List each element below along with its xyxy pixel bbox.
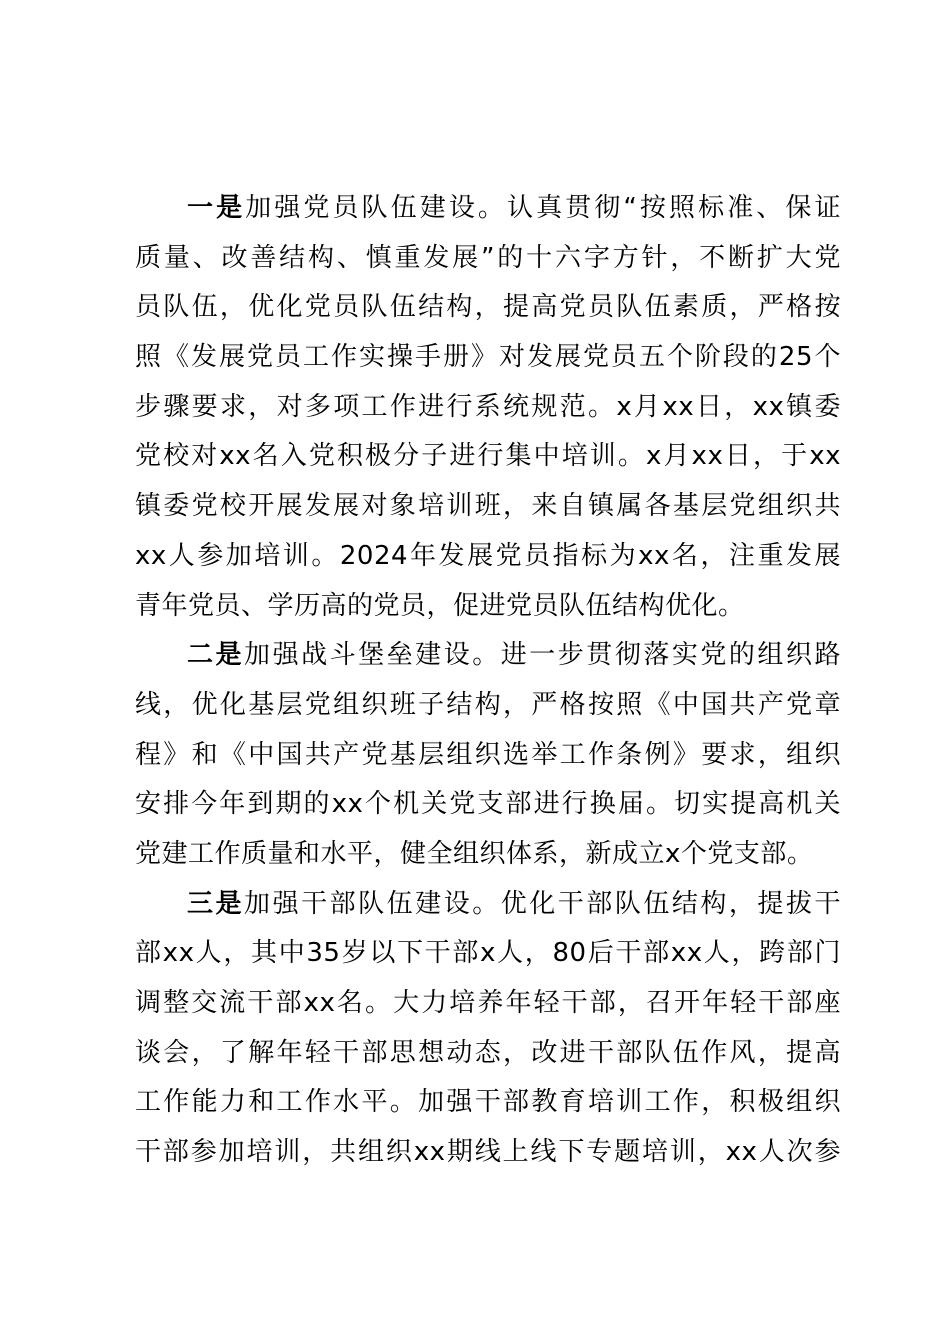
paragraph-line: xx人参加培训。2024年发展党员指标为xx名，注重发展 (135, 540, 841, 571)
paragraph-line: 质量、改善结构、慎重发展”的十六字方针，不断扩大党 (135, 242, 841, 273)
paragraph-line (135, 631, 841, 681)
paragraph-line: 员队伍，优化党员队伍结构，提高党员队伍素质，严格按 (135, 292, 841, 323)
paragraph-lead: 三是 (187, 888, 245, 919)
paragraph-lead: 一是 (187, 193, 246, 223)
line-text: 加强党员队伍建设。认真贯彻“按照标准、保证 (245, 193, 841, 223)
paragraph-line (135, 184, 841, 234)
paragraph-line: 青年党员、学历高的党员，促进党员队伍结构优化。 (135, 590, 745, 621)
paragraph-line: 调整交流干部xx名。大力培养年轻干部，召开年轻干部座 (135, 988, 841, 1018)
paragraph-line: 线，优化基层党组织班子结构，严格按照《中国共产党章 (135, 689, 841, 720)
paragraph-line: 工作能力和工作水平。加强干部教育培训工作，积极组织 (135, 1087, 841, 1118)
document-body (135, 184, 841, 1178)
line-text: 加强干部队伍建设。优化干部队伍结构，提拔干 (244, 888, 841, 919)
paragraph-2 (135, 631, 841, 879)
paragraph-3 (135, 880, 841, 1178)
paragraph-1 (135, 184, 841, 631)
paragraph-line (135, 880, 841, 930)
paragraph-line: 党建工作质量和水平，健全组织体系，新成立x个党支部。 (135, 838, 814, 869)
paragraph-line: 镇委党校开展发展对象培训班，来自镇属各基层党组织共 (135, 491, 841, 522)
paragraph-line: 程》和《中国共产党基层组织选举工作条例》要求，组织 (135, 739, 841, 770)
paragraph-line: 干部参加培训，共组织xx期线上线下专题培训，xx人次参 (135, 1137, 841, 1168)
paragraph-line: 安排今年到期的xx个机关党支部进行换届。切实提高机关 (135, 789, 841, 820)
paragraph-line: 党校对xx名入党积极分子进行集中培训。x月xx日，于xx (135, 441, 841, 472)
paragraph-line: 步骤要求，对多项工作进行系统规范。x月xx日，xx镇委 (135, 391, 841, 422)
paragraph-line: 谈会，了解年轻干部思想动态，改进干部队伍作风，提高 (135, 1037, 841, 1068)
paragraph-line: 照《发展党员工作实操手册》对发展党员五个阶段的25个 (135, 342, 841, 373)
paragraph-line: 部xx人，其中35岁以下干部x人，80后干部xx人，跨部门 (135, 938, 841, 969)
line-text: 加强战斗堡垒建设。进一步贯彻落实党的组织路 (244, 640, 841, 671)
paragraph-lead: 二是 (187, 640, 245, 671)
